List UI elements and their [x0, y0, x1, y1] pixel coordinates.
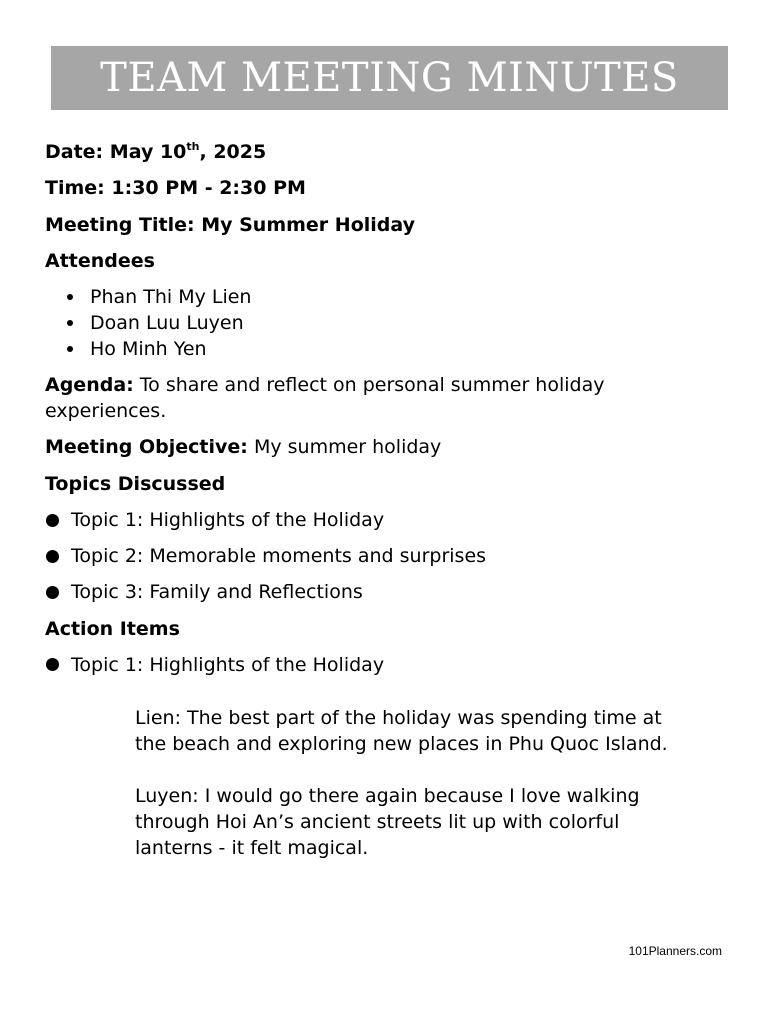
meeting-title-line [45, 212, 415, 238]
agenda-text: To share and reflect on personal summer holiday [139, 374, 605, 396]
time-label: Time: [45, 177, 105, 199]
agenda-continuation: experiences. [45, 400, 167, 422]
note-line: the beach and exploring new places in Phu Quoc Island. [135, 733, 668, 755]
date-year: , 2025 [199, 141, 267, 163]
note-line: Luyen: I would go there again because I love walking [135, 785, 640, 807]
note-luyen [135, 783, 715, 861]
title-banner [51, 46, 728, 110]
bullet-icon [67, 346, 73, 352]
attendee-item: Doan Luu Luyen [90, 312, 244, 334]
bullet-icon [67, 294, 73, 300]
date-value: May 10 [109, 141, 187, 163]
objective-line [45, 434, 441, 460]
note-line: through Hoi An’s ancient streets lit up with colorful [135, 811, 620, 833]
bullet-icon [67, 320, 73, 326]
agenda-label: Agenda: [45, 374, 134, 396]
topic-item: Topic 3: Family and Reflections [71, 581, 363, 603]
bullet-icon [46, 514, 59, 527]
objective-label: Meeting Objective: [45, 436, 248, 458]
objective-value: My summer holiday [253, 436, 442, 458]
note-line: Lien: The best part of the holiday was spending time at [135, 707, 662, 729]
note-line: lanterns - it felt magical. [135, 837, 369, 859]
meeting-title-label: Meeting Title: [45, 214, 195, 236]
agenda-line [45, 372, 604, 398]
time-line [45, 175, 306, 201]
bullet-icon [46, 658, 59, 671]
action-topic: Topic 1: Highlights of the Holiday [71, 654, 385, 676]
attendees-heading: Attendees [45, 250, 155, 272]
date-line [45, 139, 266, 165]
page-title: TEAM MEETING MINUTES [100, 55, 679, 101]
attendee-item: Phan Thi My Lien [90, 286, 252, 308]
meeting-title-value: My Summer Holiday [201, 214, 415, 236]
topic-item: Topic 1: Highlights of the Holiday [71, 509, 385, 531]
action-items-heading: Action Items [45, 618, 180, 640]
bullet-icon [46, 550, 59, 563]
date-ordinal: th [186, 140, 200, 153]
time-value: 1:30 PM - 2:30 PM [111, 177, 306, 199]
attendee-item: Ho Minh Yen [90, 338, 207, 360]
topics-heading: Topics Discussed [45, 473, 226, 495]
date-label: Date: [45, 141, 104, 163]
topic-item: Topic 2: Memorable moments and surprises [71, 545, 487, 567]
note-lien [135, 705, 715, 757]
bullet-icon [46, 586, 59, 599]
footer-brand: 101Planners.com [628, 944, 722, 958]
